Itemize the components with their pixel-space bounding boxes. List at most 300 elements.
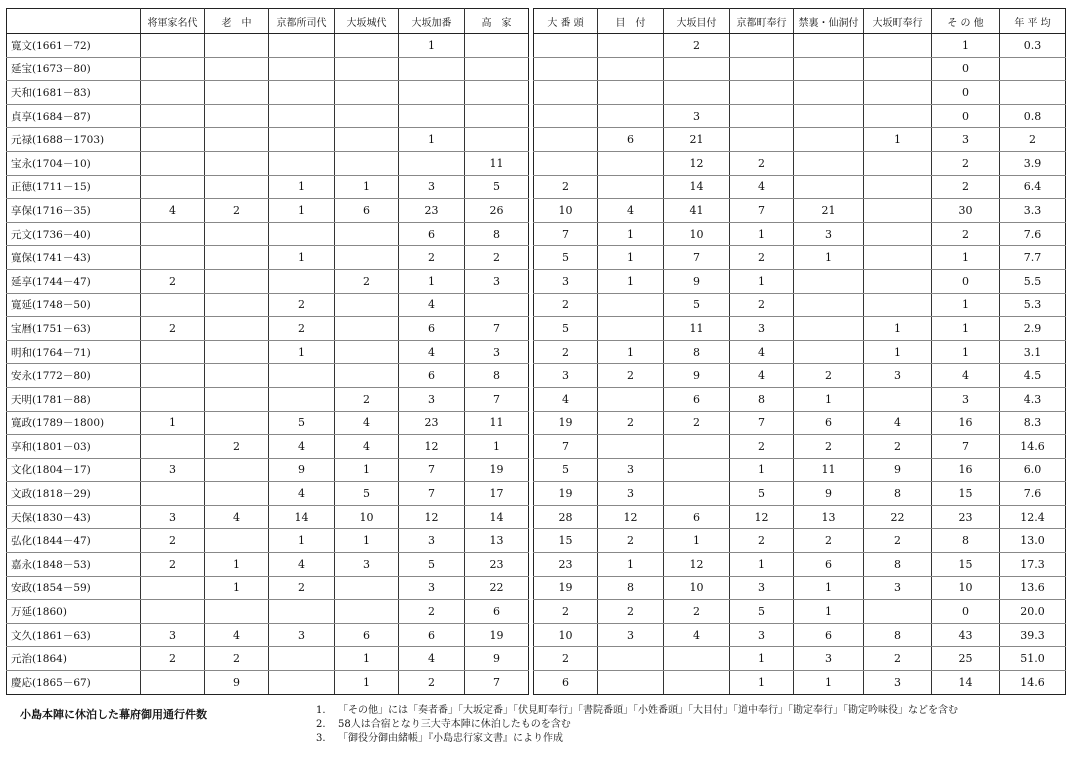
count-cell: 2 (1000, 128, 1066, 152)
count-cell: 8 (598, 576, 664, 600)
table-row (7, 222, 529, 246)
count-cell: 2 (730, 529, 794, 553)
count-cell: 7 (465, 387, 529, 411)
count-cell: 1 (864, 317, 932, 341)
column-header: 年 平 均 (1000, 9, 1066, 34)
count-cell (794, 151, 864, 175)
count-cell (269, 57, 335, 81)
count-cell: 8 (465, 222, 529, 246)
table-row (534, 458, 1066, 482)
count-cell (141, 175, 205, 199)
count-cell: 1 (141, 411, 205, 435)
count-cell (399, 57, 465, 81)
count-cell (664, 57, 730, 81)
count-cell (730, 81, 794, 105)
count-cell: 3 (598, 623, 664, 647)
count-cell (269, 104, 335, 128)
table-row (7, 482, 529, 506)
count-cell: 6 (664, 387, 730, 411)
table-row (534, 199, 1066, 223)
count-cell: 5 (399, 553, 465, 577)
count-cell (335, 34, 399, 58)
count-cell: 11 (465, 151, 529, 175)
count-cell: 1 (335, 671, 399, 695)
count-cell (269, 600, 335, 624)
count-cell (864, 293, 932, 317)
count-cell (335, 600, 399, 624)
count-cell: 4 (399, 293, 465, 317)
count-cell: 3 (399, 175, 465, 199)
count-cell: 2 (932, 222, 1000, 246)
count-cell: 1 (794, 246, 864, 270)
count-cell: 1 (399, 128, 465, 152)
count-cell: 2 (730, 435, 794, 459)
count-cell: 2 (465, 246, 529, 270)
count-cell (794, 104, 864, 128)
count-cell: 6.4 (1000, 175, 1066, 199)
count-cell: 10 (534, 199, 598, 223)
count-cell: 12 (664, 151, 730, 175)
table-row (7, 671, 529, 695)
count-cell (794, 293, 864, 317)
count-cell (269, 671, 335, 695)
count-cell (141, 671, 205, 695)
count-cell: 9 (269, 458, 335, 482)
count-cell (141, 600, 205, 624)
count-cell: 8 (864, 482, 932, 506)
count-cell: 9 (794, 482, 864, 506)
count-cell: 14.6 (1000, 435, 1066, 459)
count-cell: 4 (335, 411, 399, 435)
count-cell: 1 (794, 600, 864, 624)
count-cell: 2 (664, 411, 730, 435)
table-row (7, 647, 529, 671)
count-cell: 4 (730, 340, 794, 364)
table-row (534, 293, 1066, 317)
count-cell: 2 (864, 435, 932, 459)
count-cell (335, 364, 399, 388)
era-cell: 弘化(1844－47) (7, 529, 141, 553)
count-cell: 1 (269, 199, 335, 223)
count-cell: 9 (664, 269, 730, 293)
count-cell: 3 (932, 128, 1000, 152)
count-cell: 2 (932, 175, 1000, 199)
count-cell: 13 (794, 505, 864, 529)
count-cell: 6 (399, 222, 465, 246)
count-cell: 6 (794, 623, 864, 647)
count-cell: 19 (534, 411, 598, 435)
count-cell (141, 293, 205, 317)
count-cell: 5 (335, 482, 399, 506)
count-cell: 17.3 (1000, 553, 1066, 577)
count-cell: 2 (664, 34, 730, 58)
count-cell (399, 81, 465, 105)
count-cell: 2 (141, 269, 205, 293)
era-cell: 嘉永(1848－53) (7, 553, 141, 577)
table-row (7, 411, 529, 435)
count-cell: 3 (399, 529, 465, 553)
count-cell: 1 (269, 529, 335, 553)
column-header: 大坂加番 (399, 9, 465, 34)
count-cell: 1 (864, 340, 932, 364)
count-cell (730, 34, 794, 58)
count-cell: 6 (465, 600, 529, 624)
column-header: 老 中 (205, 9, 269, 34)
count-cell (598, 293, 664, 317)
table-row (7, 364, 529, 388)
count-cell: 26 (465, 199, 529, 223)
table-row (534, 435, 1066, 459)
count-cell: 1 (794, 387, 864, 411)
count-cell: 7.7 (1000, 246, 1066, 270)
count-cell: 7 (664, 246, 730, 270)
count-cell: 1 (335, 458, 399, 482)
count-cell (534, 34, 598, 58)
count-cell: 12 (664, 553, 730, 577)
count-cell: 30 (932, 199, 1000, 223)
count-cell: 16 (932, 411, 1000, 435)
note-number: 1. (316, 705, 326, 716)
count-cell: 2 (141, 647, 205, 671)
count-cell: 4 (205, 505, 269, 529)
count-cell: 16 (932, 458, 1000, 482)
count-cell (598, 151, 664, 175)
count-cell: 6 (664, 505, 730, 529)
count-cell (794, 175, 864, 199)
count-cell (730, 104, 794, 128)
column-header: 京都所司代 (269, 9, 335, 34)
count-cell: 7 (534, 435, 598, 459)
note-item (316, 718, 958, 732)
count-cell: 4.5 (1000, 364, 1066, 388)
count-cell (141, 364, 205, 388)
count-cell: 11 (465, 411, 529, 435)
era-cell: 宝永(1704－10) (7, 151, 141, 175)
count-cell: 9 (664, 364, 730, 388)
table-row (7, 199, 529, 223)
count-cell: 15 (932, 482, 1000, 506)
count-cell: 43 (932, 623, 1000, 647)
table-row (7, 505, 529, 529)
count-cell: 1 (730, 553, 794, 577)
table-row (7, 246, 529, 270)
count-cell: 2 (864, 647, 932, 671)
count-cell (534, 104, 598, 128)
count-cell (864, 175, 932, 199)
table-row (7, 81, 529, 105)
column-header: 大坂城代 (335, 9, 399, 34)
era-cell: 文久(1861－63) (7, 623, 141, 647)
count-cell (864, 151, 932, 175)
table-row (7, 317, 529, 341)
count-cell (1000, 57, 1066, 81)
count-cell: 6.0 (1000, 458, 1066, 482)
count-cell: 0.8 (1000, 104, 1066, 128)
count-cell: 5 (534, 458, 598, 482)
count-cell: 23 (534, 553, 598, 577)
count-cell: 8 (932, 529, 1000, 553)
note-text: 「御役分御由緒帳」『小島忠行家文書』により作成 (338, 733, 563, 744)
count-cell: 1 (335, 647, 399, 671)
count-cell (730, 128, 794, 152)
count-cell: 10 (534, 623, 598, 647)
count-cell: 4 (534, 387, 598, 411)
count-cell (269, 34, 335, 58)
count-cell: 23 (932, 505, 1000, 529)
count-cell (141, 104, 205, 128)
table-row (534, 623, 1066, 647)
era-cell: 安政(1854－59) (7, 576, 141, 600)
count-cell: 3 (794, 222, 864, 246)
count-cell: 19 (534, 482, 598, 506)
count-cell: 5 (730, 482, 794, 506)
count-cell: 3 (730, 576, 794, 600)
count-cell: 1 (730, 269, 794, 293)
count-cell (205, 57, 269, 81)
count-cell (864, 199, 932, 223)
table-row (534, 57, 1066, 81)
count-cell: 8 (864, 553, 932, 577)
count-cell (205, 175, 269, 199)
count-cell: 23 (399, 411, 465, 435)
count-cell: 4 (730, 175, 794, 199)
count-cell: 19 (534, 576, 598, 600)
count-cell: 2 (399, 246, 465, 270)
count-cell (598, 175, 664, 199)
count-cell: 2 (794, 435, 864, 459)
count-cell: 2 (141, 553, 205, 577)
count-cell: 22 (465, 576, 529, 600)
column-header: 京都町奉行 (730, 9, 794, 34)
table-row (534, 81, 1066, 105)
count-cell: 14 (269, 505, 335, 529)
count-cell (598, 435, 664, 459)
count-cell: 2 (534, 293, 598, 317)
count-cell (205, 458, 269, 482)
count-cell: 51.0 (1000, 647, 1066, 671)
count-cell (269, 81, 335, 105)
count-cell: 3 (730, 623, 794, 647)
count-cell (141, 576, 205, 600)
table-caption: 小島本陣に休泊した幕府御用通行件数 (20, 708, 207, 721)
count-cell (205, 293, 269, 317)
count-cell (465, 128, 529, 152)
table-row (534, 317, 1066, 341)
count-cell: 0 (932, 104, 1000, 128)
count-cell: 2 (730, 246, 794, 270)
count-cell: 1 (794, 576, 864, 600)
count-cell (335, 151, 399, 175)
count-cell: 28 (534, 505, 598, 529)
count-cell: 1 (730, 458, 794, 482)
count-cell (269, 222, 335, 246)
table-row (7, 529, 529, 553)
note-item (316, 704, 958, 718)
era-cell: 文政(1818－29) (7, 482, 141, 506)
count-cell (141, 81, 205, 105)
count-cell (141, 482, 205, 506)
count-cell (864, 57, 932, 81)
count-cell: 3 (864, 671, 932, 695)
count-cell: 1 (399, 269, 465, 293)
count-cell (399, 151, 465, 175)
right-table-body (534, 34, 1066, 695)
count-cell: 2 (399, 600, 465, 624)
count-cell: 4 (598, 199, 664, 223)
count-cell: 1 (932, 293, 1000, 317)
column-header: 大坂目付 (664, 9, 730, 34)
era-cell: 慶応(1865－67) (7, 671, 141, 695)
table-row (7, 151, 529, 175)
left-table-body (7, 34, 529, 695)
era-cell: 宝暦(1751－63) (7, 317, 141, 341)
era-cell: 元文(1736－40) (7, 222, 141, 246)
count-cell: 7 (730, 411, 794, 435)
column-header: 高 家 (465, 9, 529, 34)
count-cell (205, 340, 269, 364)
count-cell (205, 222, 269, 246)
count-cell: 3 (664, 104, 730, 128)
count-cell: 2 (205, 647, 269, 671)
era-cell: 貞享(1684－87) (7, 104, 141, 128)
count-cell: 7.6 (1000, 482, 1066, 506)
era-cell: 寛文(1661－72) (7, 34, 141, 58)
table-row (534, 364, 1066, 388)
count-cell: 4 (399, 647, 465, 671)
count-cell: 7 (399, 482, 465, 506)
count-cell: 3 (534, 364, 598, 388)
left-data-table (6, 8, 529, 695)
count-cell: 9 (864, 458, 932, 482)
count-cell (205, 482, 269, 506)
count-cell (335, 128, 399, 152)
era-cell: 延享(1744－47) (7, 269, 141, 293)
table-row (7, 600, 529, 624)
count-cell (864, 222, 932, 246)
count-cell: 7 (465, 317, 529, 341)
count-cell: 23 (465, 553, 529, 577)
count-cell: 9 (465, 647, 529, 671)
count-cell: 4 (664, 623, 730, 647)
table-row (7, 128, 529, 152)
count-cell: 3 (794, 647, 864, 671)
count-cell: 2 (598, 364, 664, 388)
era-cell: 元治(1864) (7, 647, 141, 671)
count-cell (205, 81, 269, 105)
count-cell: 3 (399, 576, 465, 600)
count-cell: 3 (335, 553, 399, 577)
count-cell: 13.0 (1000, 529, 1066, 553)
count-cell: 14 (465, 505, 529, 529)
count-cell (864, 104, 932, 128)
count-cell: 2 (269, 317, 335, 341)
count-cell: 1 (598, 222, 664, 246)
count-cell: 21 (794, 199, 864, 223)
note-number: 3. (316, 733, 326, 744)
era-cell: 正徳(1711－15) (7, 175, 141, 199)
count-cell (794, 128, 864, 152)
count-cell: 3 (269, 623, 335, 647)
count-cell (269, 647, 335, 671)
table-row (534, 482, 1066, 506)
count-cell: 1 (932, 317, 1000, 341)
era-cell: 享和(1801－03) (7, 435, 141, 459)
table-row (534, 529, 1066, 553)
count-cell: 3 (465, 269, 529, 293)
count-cell (205, 269, 269, 293)
count-cell (465, 104, 529, 128)
count-cell: 2 (534, 340, 598, 364)
count-cell (141, 387, 205, 411)
table-row (534, 600, 1066, 624)
count-cell (205, 529, 269, 553)
count-cell: 3 (141, 458, 205, 482)
count-cell: 14 (664, 175, 730, 199)
count-cell: 13.6 (1000, 576, 1066, 600)
count-cell: 0 (932, 269, 1000, 293)
count-cell: 8 (730, 387, 794, 411)
count-cell: 1 (465, 435, 529, 459)
era-cell: 寛保(1741－43) (7, 246, 141, 270)
table-row (534, 269, 1066, 293)
count-cell: 10 (932, 576, 1000, 600)
count-cell (534, 81, 598, 105)
count-cell (598, 647, 664, 671)
count-cell (598, 104, 664, 128)
count-cell (864, 81, 932, 105)
table-row (7, 387, 529, 411)
count-cell: 12 (399, 505, 465, 529)
count-cell (465, 81, 529, 105)
count-cell: 4 (269, 553, 335, 577)
count-cell (864, 600, 932, 624)
count-cell (335, 57, 399, 81)
era-cell: 元禄(1688－1703) (7, 128, 141, 152)
count-cell (269, 387, 335, 411)
count-cell (335, 222, 399, 246)
count-cell (465, 34, 529, 58)
count-cell: 5 (664, 293, 730, 317)
count-cell (269, 269, 335, 293)
count-cell: 1 (794, 671, 864, 695)
count-cell: 1 (205, 553, 269, 577)
count-cell: 10 (664, 222, 730, 246)
count-cell (864, 387, 932, 411)
count-cell (598, 57, 664, 81)
count-cell: 2 (335, 269, 399, 293)
count-cell: 3 (399, 387, 465, 411)
table-row (534, 175, 1066, 199)
count-cell: 3.9 (1000, 151, 1066, 175)
count-cell (141, 128, 205, 152)
table-row (534, 671, 1066, 695)
count-cell: 19 (465, 623, 529, 647)
count-cell: 8 (864, 623, 932, 647)
table-row (534, 151, 1066, 175)
count-cell (141, 340, 205, 364)
table-row (7, 340, 529, 364)
table-row (7, 269, 529, 293)
count-cell: 1 (269, 340, 335, 364)
count-cell: 4 (335, 435, 399, 459)
count-cell: 21 (664, 128, 730, 152)
table-row (534, 128, 1066, 152)
table-row (534, 387, 1066, 411)
count-cell (794, 34, 864, 58)
count-cell (205, 317, 269, 341)
count-cell: 0 (932, 57, 1000, 81)
count-cell: 4 (730, 364, 794, 388)
